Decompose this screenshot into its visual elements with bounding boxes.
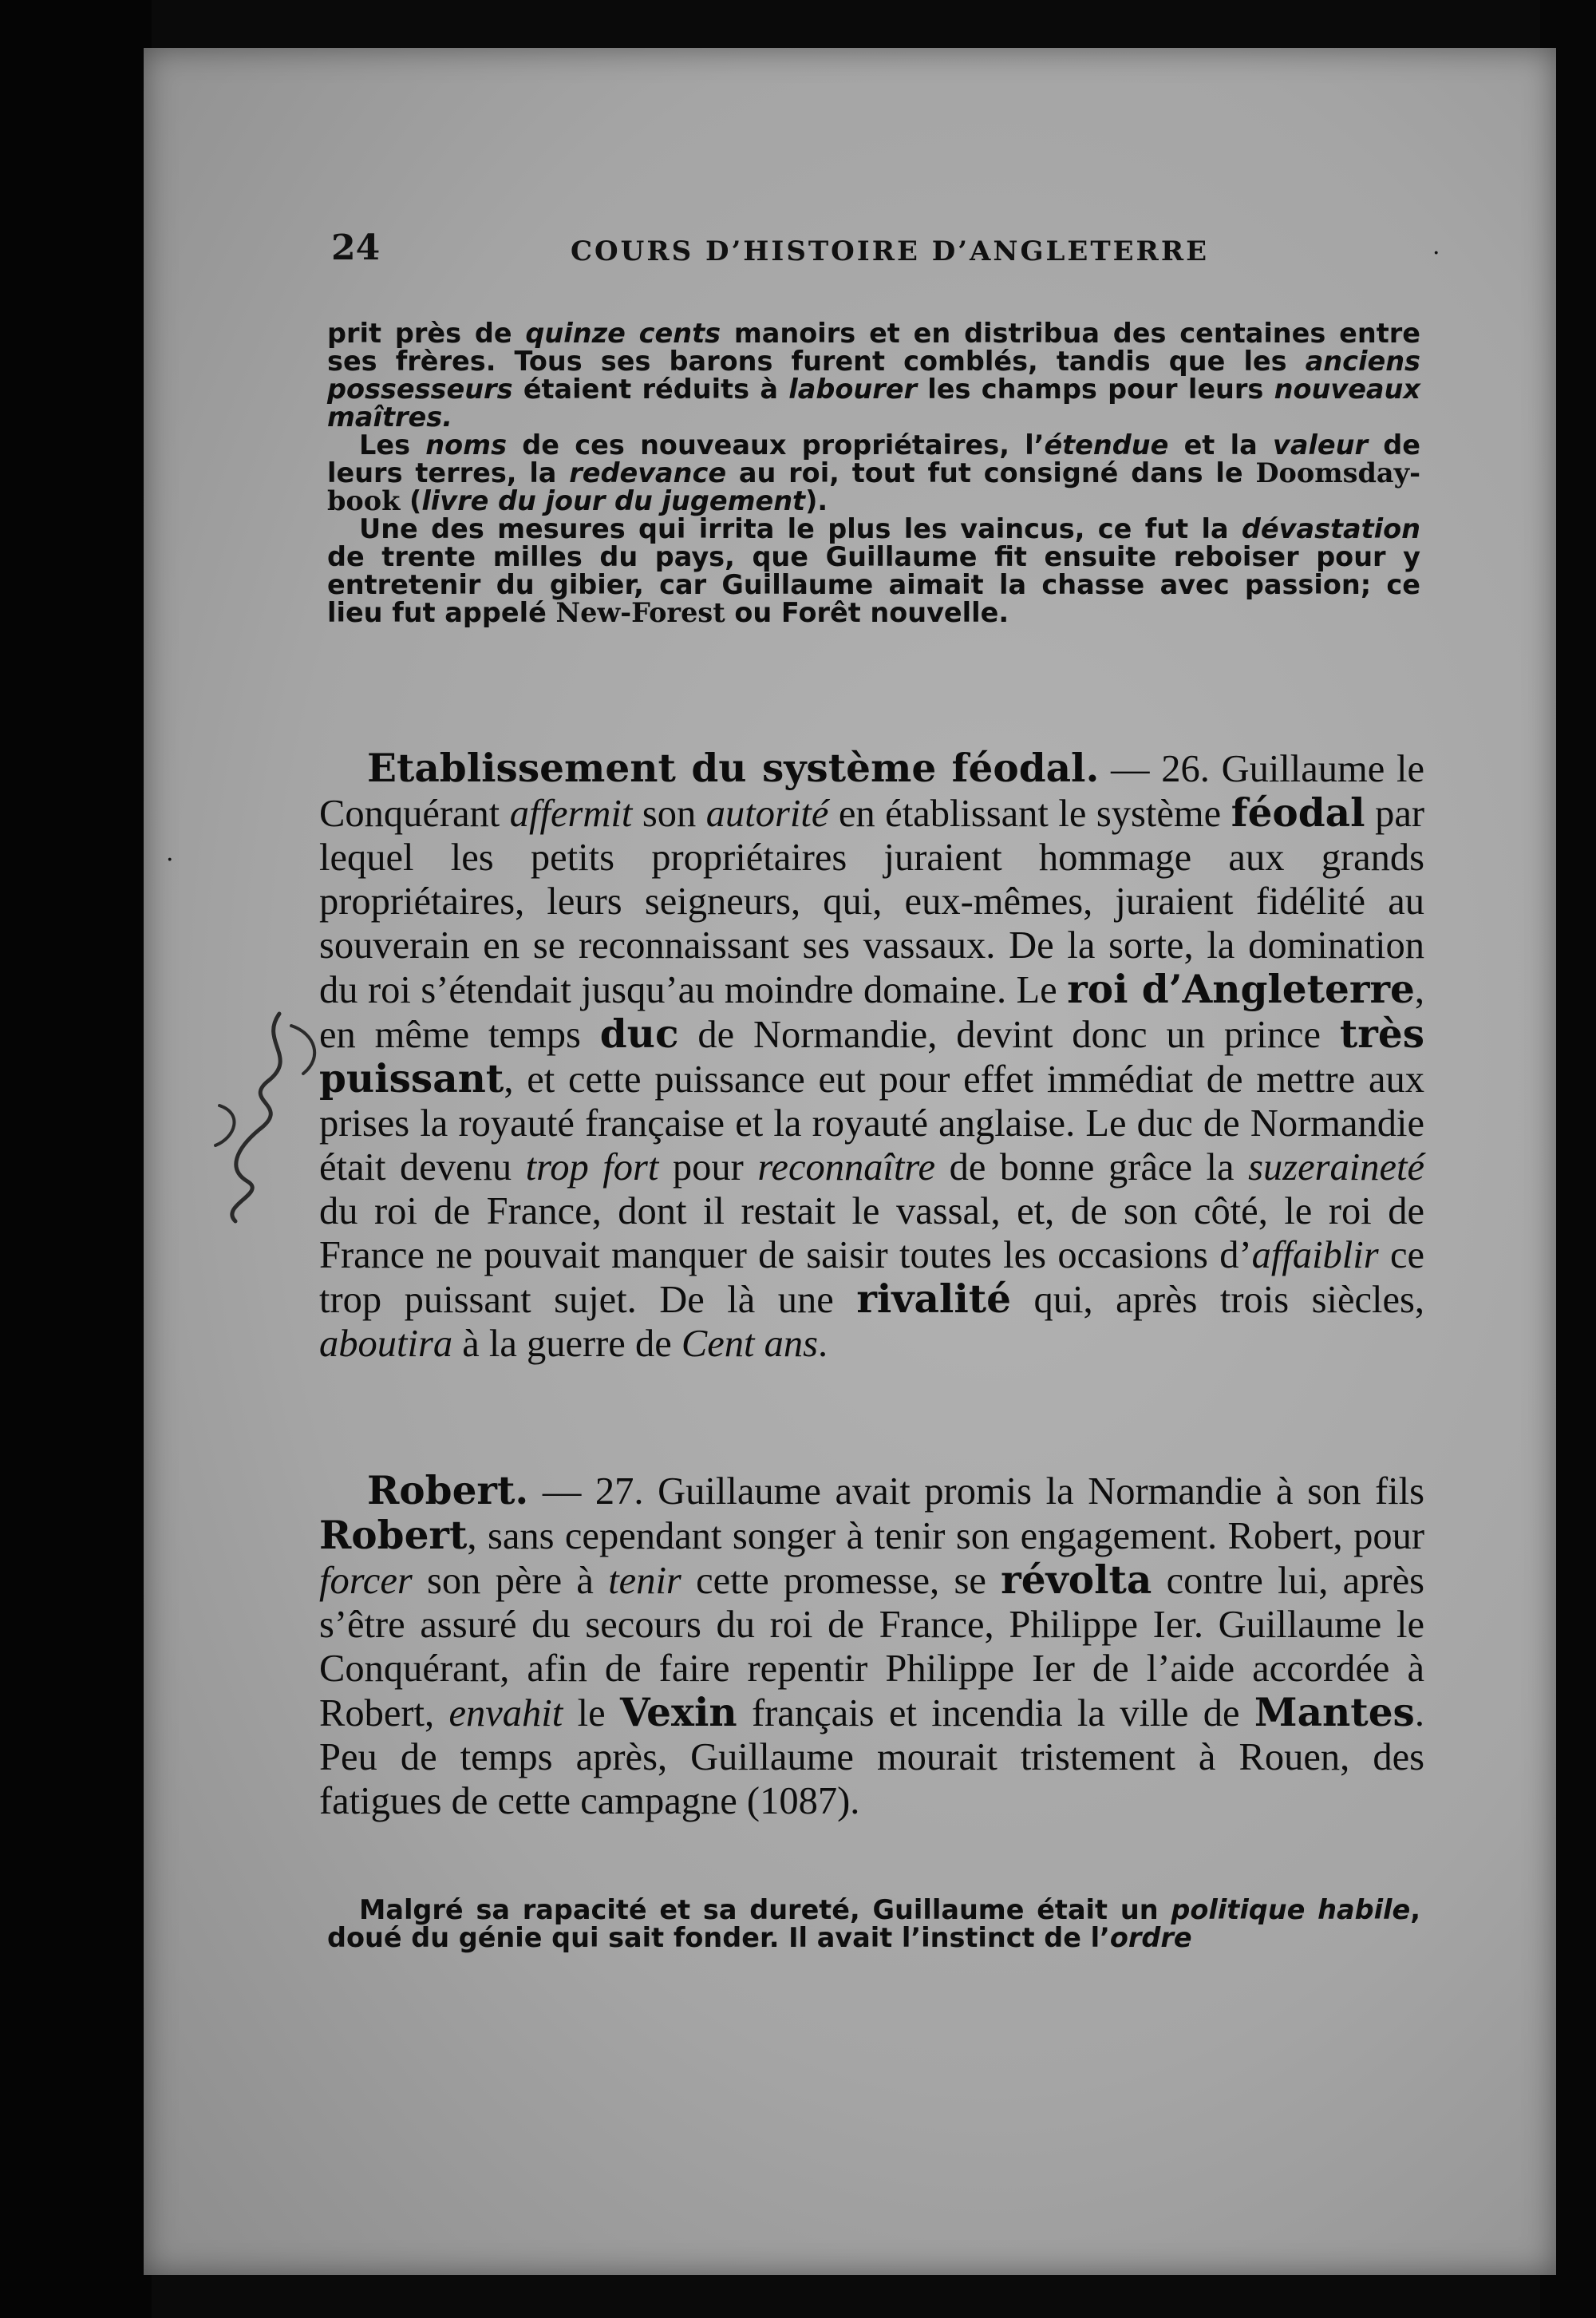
emphasis-run: redevance bbox=[569, 457, 727, 489]
text-run: ). bbox=[805, 485, 828, 516]
page-number: 24 bbox=[331, 227, 381, 268]
text-run: prit près de bbox=[327, 318, 526, 349]
text-run: son père à bbox=[412, 1560, 609, 1602]
text-run: en établissant le système bbox=[828, 793, 1231, 835]
text-run: , doué du génie qui sait fonder. Il avait l’instinct de l’ bbox=[327, 1894, 1420, 1953]
section-26-systeme-feodal bbox=[319, 746, 1424, 1366]
running-title: COURS D’HISTOIRE D’ANGLETERRE bbox=[571, 235, 1209, 267]
emphasis-run: rivalité bbox=[856, 1276, 1012, 1322]
text-run: . Peu de temps après, Guillaume mourait tristement à Rouen, des fatigues de cette campagne (1087). bbox=[319, 1692, 1424, 1822]
emphasis-run: dévastation bbox=[1241, 513, 1420, 544]
emphasis-run: révolta bbox=[1001, 1557, 1152, 1603]
margin-dot: · bbox=[1432, 239, 1440, 267]
emphasis-run: Doomsday-book bbox=[327, 457, 1420, 516]
text-run: ( bbox=[400, 485, 422, 516]
text-run: cette promesse, se bbox=[681, 1560, 1001, 1602]
text-run: de ces nouveaux propriétaires, l’ bbox=[507, 429, 1045, 461]
text-run: , sans cependant songer à tenir son engagement. Robert, pour bbox=[467, 1515, 1424, 1557]
emphasis-run: quinze cents bbox=[525, 318, 721, 349]
text-run: Les bbox=[359, 429, 426, 461]
bottom-paragraph bbox=[327, 1896, 1420, 1952]
page-header bbox=[331, 227, 1440, 275]
emphasis-run: reconnaître bbox=[757, 1146, 936, 1189]
text-run: les champs pour leurs bbox=[916, 374, 1274, 405]
emphasis-run: valeur bbox=[1272, 429, 1369, 461]
text-run: , et cette puissance eut pour effet immédiat de mettre aux prises la royauté française et la royauté anglaise. Le duc de Normandie était devenu bbox=[319, 1058, 1424, 1189]
text-run: français et incendia la ville de bbox=[737, 1692, 1254, 1735]
text-run: ou Forêt nouvelle. bbox=[725, 597, 1009, 628]
text-run: de Normandie, devint donc un prince bbox=[678, 1014, 1340, 1056]
paragraph-section-27 bbox=[319, 1469, 1424, 1823]
paragraph-doomsday bbox=[327, 431, 1420, 515]
emphasis-run: affaiblir bbox=[1251, 1234, 1379, 1276]
emphasis-run: labourer bbox=[788, 374, 917, 405]
text-run: étaient réduits à bbox=[512, 374, 789, 405]
text-run: au roi, tout fut consigné dans le bbox=[726, 457, 1256, 489]
emphasis-run: New-Forest bbox=[555, 597, 725, 628]
emphasis-run: Cent ans bbox=[681, 1323, 818, 1365]
text-run: . bbox=[817, 1323, 828, 1365]
text-run: ce trop puissant sujet. De là une bbox=[319, 1234, 1425, 1321]
text-run: Malgré sa rapacité et sa dureté, Guillaume était un bbox=[359, 1894, 1171, 1925]
text-run: Une des mesures qui irrita le plus les vaincus, ce fut la bbox=[359, 513, 1242, 544]
emphasis-run: aboutira bbox=[319, 1323, 453, 1365]
handwritten-margin-mark-icon bbox=[203, 1010, 331, 1225]
emphasis-run: noms bbox=[425, 429, 508, 461]
paragraph-new-forest bbox=[327, 515, 1420, 627]
emphasis-run: nouveaux maîtres. bbox=[327, 374, 1420, 433]
emphasis-run: suzeraineté bbox=[1248, 1146, 1424, 1189]
emphasis-run: Etablissement du système féodal. bbox=[367, 746, 1100, 791]
emphasis-run: forcer bbox=[319, 1560, 413, 1602]
text-run: et la bbox=[1168, 429, 1273, 461]
text-run: à la guerre de bbox=[452, 1323, 681, 1365]
emphasis-run: autorité bbox=[705, 793, 829, 835]
text-run: de bonne grâce la bbox=[935, 1146, 1249, 1189]
text-run: le bbox=[563, 1692, 620, 1735]
emphasis-run: Vexin bbox=[620, 1690, 737, 1735]
emphasis-run: politique habile bbox=[1171, 1894, 1411, 1925]
emphasis-run: anciens possesseurs bbox=[327, 346, 1420, 405]
text-run: manoirs et en distribua des centaines entre ses frères. Tous ses barons furent comblés, tandis que les bbox=[327, 318, 1420, 377]
text-run: — 26. Guillaume le Conquérant bbox=[319, 748, 1424, 835]
text-run: — 27. Guillaume avait promis la Normandie à son fils bbox=[528, 1470, 1424, 1513]
emphasis-run: Robert. bbox=[367, 1468, 529, 1513]
emphasis-run: trop fort bbox=[525, 1146, 659, 1189]
emphasis-run: étendue bbox=[1044, 429, 1169, 461]
text-run: contre lui, après s’être assuré du secours du roi de France, Philippe Ier. Guillaume le Conquérant, afin de faire repentir Philippe Ier de l’aide accordée à Robert, bbox=[319, 1560, 1424, 1735]
emphasis-run: envahit bbox=[448, 1692, 563, 1735]
margin-dot: · bbox=[166, 846, 174, 874]
paragraph-guillaume-politique bbox=[327, 1896, 1420, 1952]
text-run: du roi de France, dont il restait le vassal, et, de son côté, le roi de France ne pouvait manquer de saisir toutes les occasions d’ bbox=[319, 1190, 1424, 1276]
text-run: par lequel les petits propriétaires juraient hommage aux grands propriétaires, leurs seigneurs, qui, eux-mêmes, juraient fidélité au souverain en se reconnaissant ses vassaux. De la sorte, la domination du roi s’étendait jusqu’au moindre domaine. Le bbox=[319, 793, 1424, 1011]
emphasis-run: Mantes bbox=[1254, 1690, 1415, 1735]
paragraph-section-26 bbox=[319, 746, 1424, 1366]
emphasis-run: livre du jour du jugement bbox=[421, 485, 806, 516]
text-run: qui, après trois siècles, bbox=[1011, 1279, 1425, 1321]
text-run: , en même temps bbox=[319, 969, 1424, 1056]
text-run: pour bbox=[658, 1146, 758, 1189]
text-run: son bbox=[632, 793, 706, 835]
paragraph-manoirs bbox=[327, 319, 1420, 431]
top-paragraphs bbox=[327, 319, 1420, 627]
emphasis-run: tenir bbox=[608, 1560, 681, 1602]
emphasis-run: roi d’Angleterre bbox=[1067, 967, 1415, 1012]
emphasis-run: affermit bbox=[509, 793, 633, 835]
emphasis-run: féodal bbox=[1231, 790, 1365, 836]
text-run: de trente milles du pays, que Guillaume fit ensuite reboiser pour y entretenir du gibier, car Guillaume aimait la chasse avec passion; ce lieu fut appelé bbox=[327, 541, 1420, 628]
emphasis-run: ordre bbox=[1109, 1922, 1192, 1953]
section-27-robert bbox=[319, 1469, 1424, 1823]
scan-left-edge bbox=[0, 0, 152, 2318]
text-run: de leurs terres, la bbox=[327, 429, 1421, 489]
emphasis-run: très puissant bbox=[319, 1011, 1424, 1102]
emphasis-run: Robert bbox=[319, 1513, 468, 1558]
emphasis-run: duc bbox=[599, 1011, 679, 1057]
